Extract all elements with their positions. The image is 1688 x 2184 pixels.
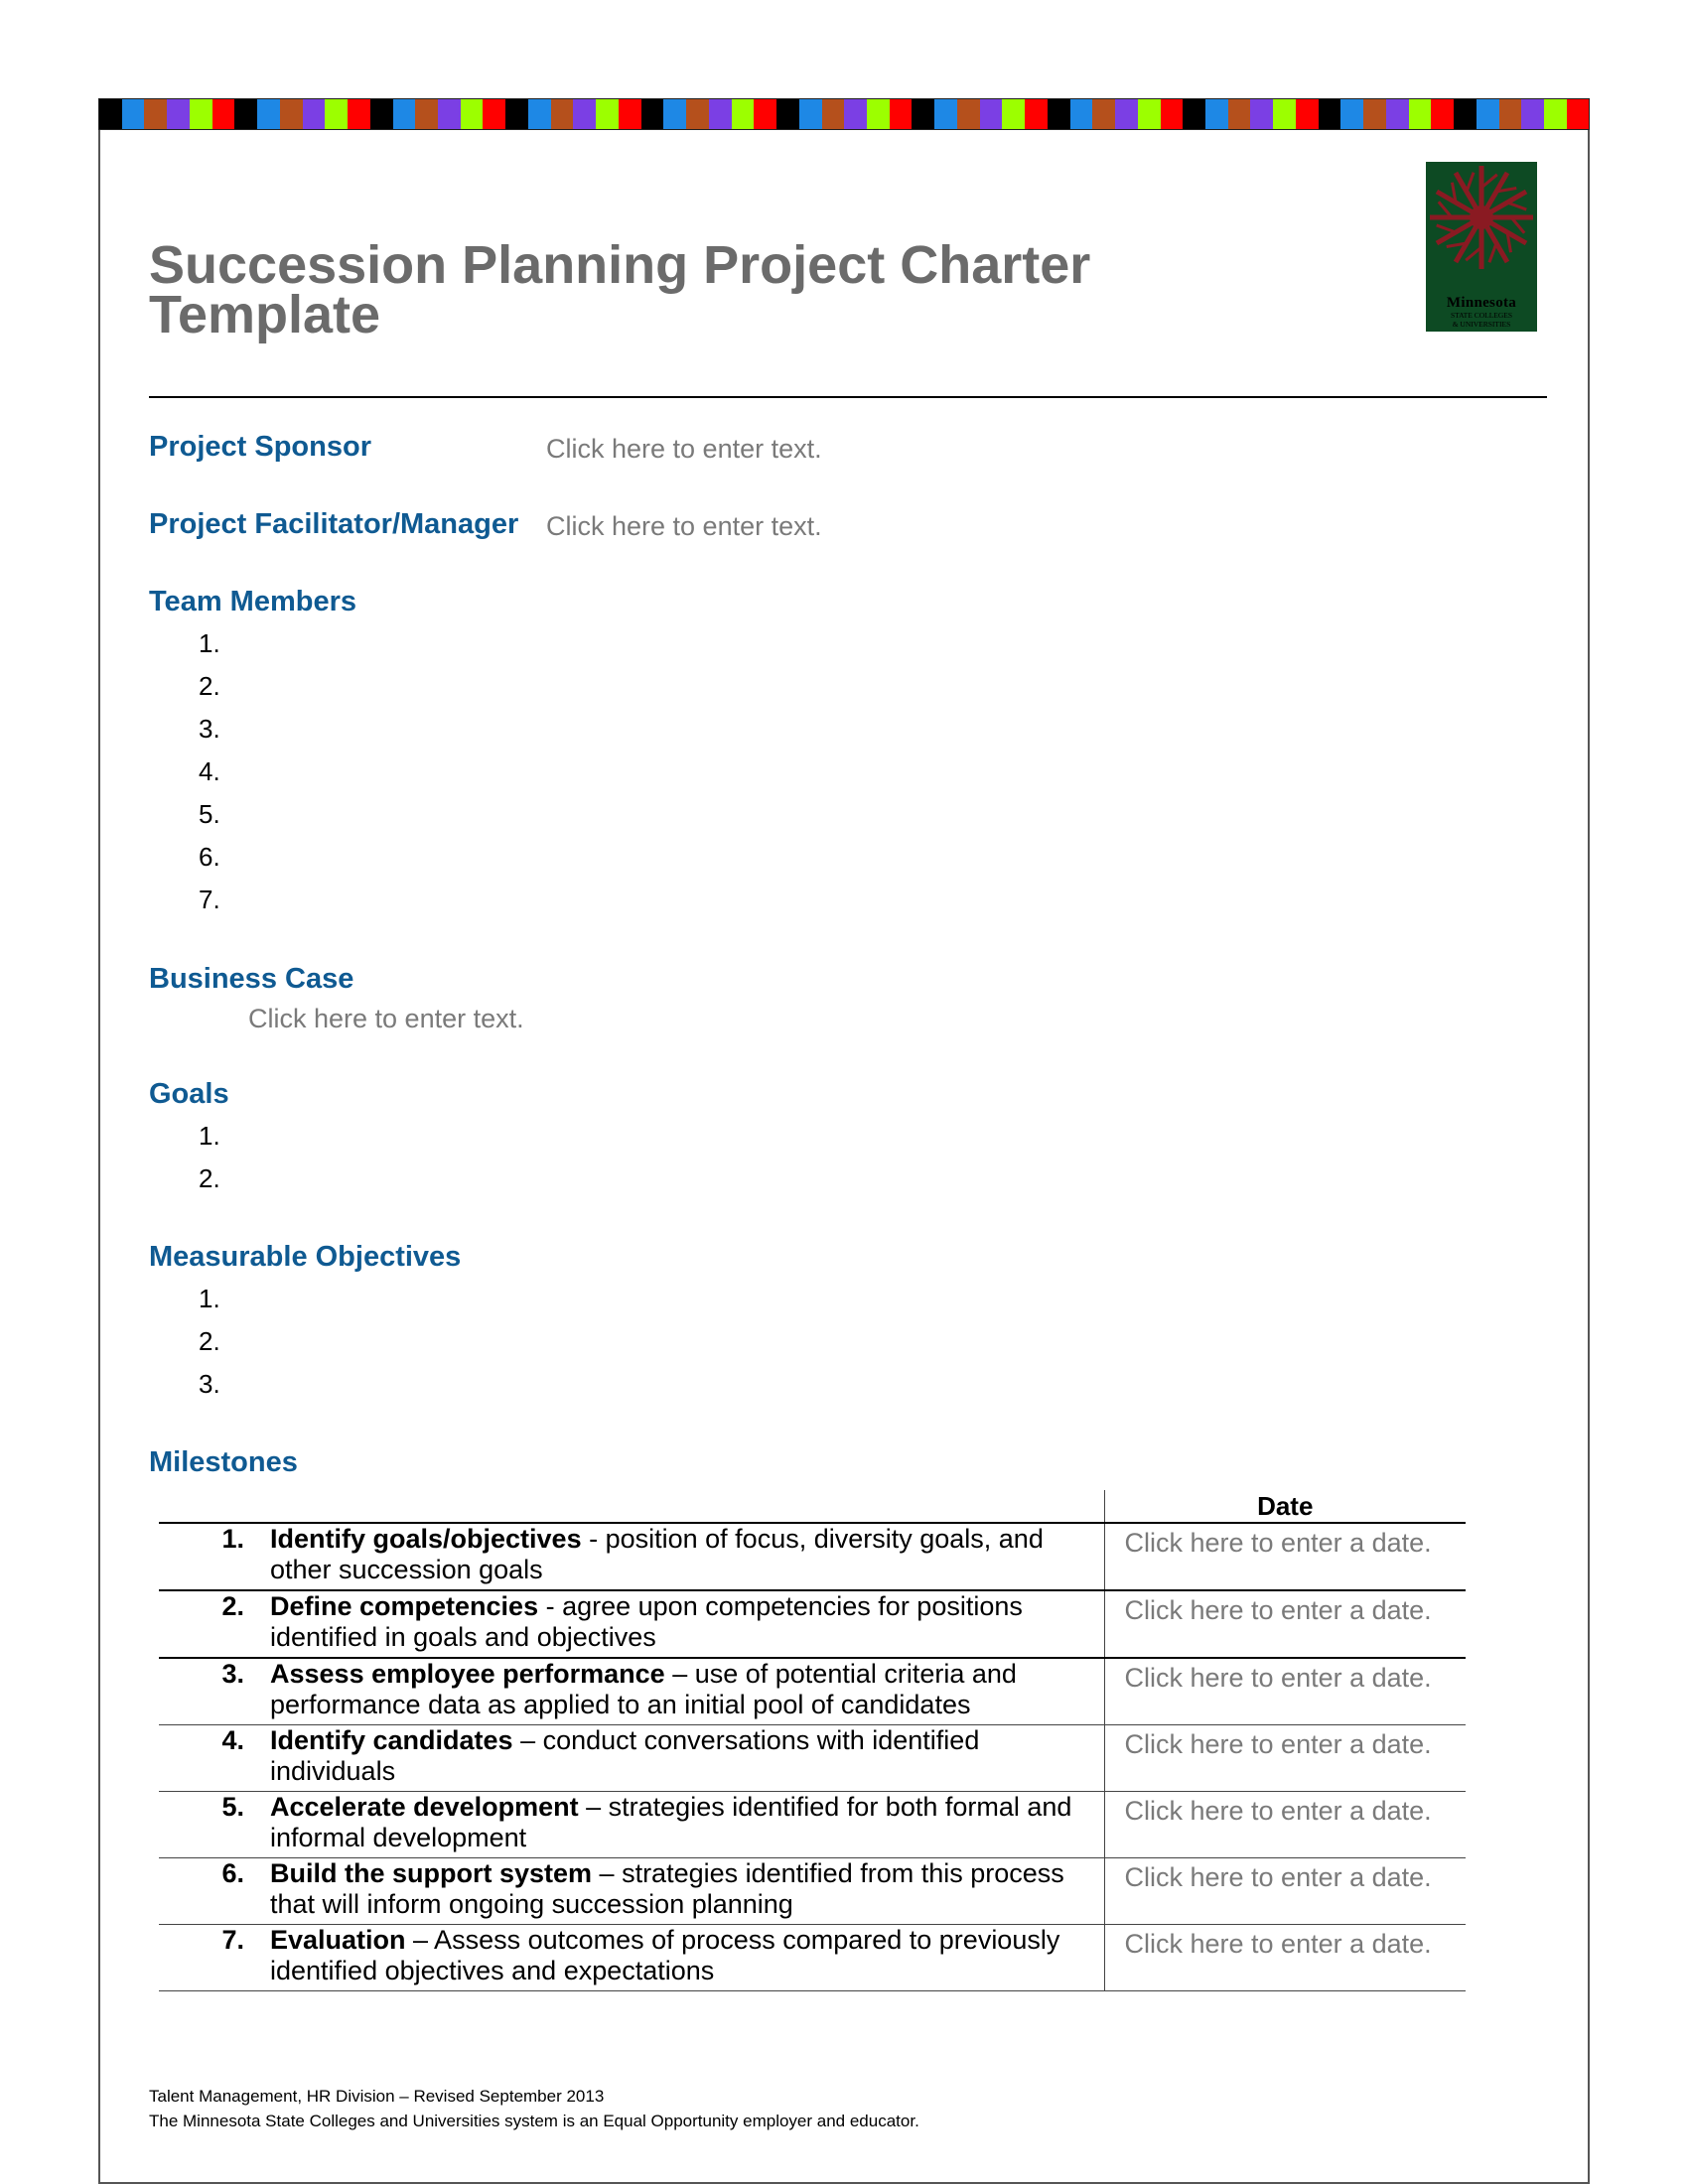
milestone-description: [258, 1523, 1104, 1590]
strip-segment: [1386, 99, 1409, 129]
strip-segment: [212, 99, 235, 129]
strip-segment: [167, 99, 190, 129]
strip-segment: [957, 99, 980, 129]
strip-segment: [1521, 99, 1544, 129]
team-member-item[interactable]: 5.: [199, 799, 220, 829]
milestone-detail: - agree upon competencies for positions identified in goals and objectives: [270, 1591, 1023, 1652]
milestone-header-blank: [159, 1490, 1104, 1523]
strip-segment: [1363, 99, 1386, 129]
strip-segment: [348, 99, 370, 129]
strip-segment: [1092, 99, 1115, 129]
strip-segment: [754, 99, 776, 129]
milestone-detail: - position of focus, diversity goals, and other succession goals: [270, 1524, 1044, 1584]
strip-segment: [1567, 99, 1590, 129]
strip-segment: [980, 99, 1003, 129]
milestone-title: Identify goals/objectives: [270, 1524, 582, 1554]
strip-segment: [1161, 99, 1184, 129]
strip-segment: [528, 99, 551, 129]
strip-segment: [551, 99, 574, 129]
strip-segment: [144, 99, 167, 129]
strip-segment: [325, 99, 348, 129]
strip-segment: [1296, 99, 1319, 129]
milestone-detail: – Assess outcomes of process compared to previously identified objectives and expectations: [270, 1925, 1060, 1985]
strip-segment: [257, 99, 280, 129]
strip-segment: [709, 99, 732, 129]
strip-segment: [1250, 99, 1273, 129]
milestone-number: 5.: [159, 1792, 258, 1858]
strip-segment: [867, 99, 890, 129]
title-divider: [149, 396, 1547, 398]
milestone-date-input[interactable]: Click here to enter a date.: [1104, 1925, 1466, 1991]
title-line-1: Succession Planning Project Charter: [149, 235, 1091, 295]
milestone-detail: – conduct conversations with identified individuals: [270, 1725, 980, 1786]
milestone-detail: – strategies identified from this process that will inform ongoing succession planning: [270, 1858, 1064, 1919]
logo-subtitle-line-1: STATE COLLEGES: [1450, 311, 1513, 320]
strip-segment: [1544, 99, 1567, 129]
milestone-row: [159, 1792, 1466, 1858]
measurable-objectives-list: [199, 1278, 220, 1406]
milestone-title: Assess employee performance: [270, 1659, 665, 1689]
milestone-number: 7.: [159, 1925, 258, 1991]
milestones-header-row: [159, 1490, 1466, 1523]
strip-segment: [1228, 99, 1251, 129]
milestones-table: [159, 1490, 1466, 1991]
milestone-title: Evaluation: [270, 1925, 406, 1955]
strip-segment: [1409, 99, 1432, 129]
milestone-row: [159, 1590, 1466, 1658]
strip-segment: [1070, 99, 1093, 129]
milestone-number: 2.: [159, 1590, 258, 1658]
strip-segment: [732, 99, 755, 129]
strip-segment: [573, 99, 596, 129]
milestone-number: 3.: [159, 1658, 258, 1725]
milestone-title: Identify candidates: [270, 1725, 513, 1755]
document-title: [149, 235, 1142, 344]
strip-segment: [1454, 99, 1477, 129]
team-members-list: [199, 622, 220, 921]
goal-item[interactable]: 2.: [199, 1163, 220, 1193]
strip-segment: [393, 99, 416, 129]
strip-segment: [776, 99, 799, 129]
strip-segment: [280, 99, 303, 129]
milestone-row: [159, 1925, 1466, 1991]
milestone-detail: – strategies identified for both formal and informal development: [270, 1792, 1072, 1852]
star-emblem-icon: [1426, 162, 1537, 281]
milestone-title: Define competencies: [270, 1591, 539, 1621]
strip-segment: [190, 99, 212, 129]
team-member-item[interactable]: 4.: [199, 756, 220, 786]
strip-segment: [1273, 99, 1296, 129]
strip-segment: [1138, 99, 1161, 129]
logo-subtitle-line-2: & UNIVERSITIES: [1452, 319, 1511, 329]
milestone-row: [159, 1858, 1466, 1925]
milestone-date-input[interactable]: Click here to enter a date.: [1104, 1590, 1466, 1658]
strip-segment: [438, 99, 461, 129]
strip-segment: [303, 99, 326, 129]
milestone-description: [258, 1725, 1104, 1792]
milestone-description: [258, 1792, 1104, 1858]
strip-segment: [912, 99, 934, 129]
team-member-item[interactable]: 3.: [199, 714, 220, 744]
milestone-number: 6.: [159, 1858, 258, 1925]
objective-item[interactable]: 2.: [199, 1326, 220, 1356]
milestone-row: [159, 1658, 1466, 1725]
strip-segment: [1499, 99, 1522, 129]
milestone-date-input[interactable]: Click here to enter a date.: [1104, 1658, 1466, 1725]
milestone-date-input[interactable]: Click here to enter a date.: [1104, 1792, 1466, 1858]
milestones-heading: Milestones: [149, 1446, 298, 1478]
team-member-item[interactable]: 2.: [199, 671, 220, 701]
strip-segment: [844, 99, 867, 129]
logo-name: Minnesota: [1446, 295, 1517, 311]
team-members-heading: Team Members: [149, 586, 356, 617]
team-member-item[interactable]: 6.: [199, 842, 220, 872]
milestone-title: Accelerate development: [270, 1792, 579, 1822]
strip-segment: [370, 99, 393, 129]
milestone-date-input[interactable]: Click here to enter a date.: [1104, 1725, 1466, 1792]
goal-item[interactable]: 1.: [199, 1121, 220, 1151]
goals-list: [199, 1115, 220, 1200]
strip-segment: [461, 99, 484, 129]
goals-heading: Goals: [149, 1078, 229, 1110]
milestone-date-input[interactable]: Click here to enter a date.: [1104, 1523, 1466, 1590]
title-line-2: Template: [149, 285, 381, 344]
strip-segment: [1431, 99, 1454, 129]
milestone-row: [159, 1725, 1466, 1792]
footer-eeo-statement: The Minnesota State Colleges and Universities system is an Equal Opportunity employer and educator.: [149, 2112, 919, 2130]
milestone-description: [258, 1858, 1104, 1925]
date-column-header: Date: [1104, 1490, 1466, 1523]
color-strip-banner: [98, 98, 1590, 130]
team-member-item[interactable]: 1.: [199, 628, 220, 658]
strip-segment: [619, 99, 641, 129]
logo-subtitle: [1426, 312, 1537, 329]
strip-segment: [99, 99, 122, 129]
strip-segment: [234, 99, 257, 129]
strip-segment: [1002, 99, 1025, 129]
business-case-heading: Business Case: [149, 963, 354, 995]
strip-segment: [122, 99, 145, 129]
minnesota-state-logo: [1426, 162, 1537, 332]
strip-segment: [1025, 99, 1048, 129]
strip-segment: [799, 99, 822, 129]
project-facilitator-input[interactable]: Click here to enter text.: [546, 511, 822, 541]
strip-segment: [483, 99, 505, 129]
project-sponsor-label: Project Sponsor: [149, 431, 371, 463]
strip-segment: [641, 99, 664, 129]
team-member-item[interactable]: 7.: [199, 885, 220, 914]
milestone-row: [159, 1523, 1466, 1590]
strip-segment: [663, 99, 686, 129]
milestone-title: Build the support system: [270, 1858, 593, 1888]
strip-segment: [822, 99, 845, 129]
strip-segment: [1319, 99, 1341, 129]
business-case-input[interactable]: Click here to enter text.: [248, 1004, 524, 1033]
strip-segment: [505, 99, 528, 129]
project-facilitator-label: Project Facilitator/Manager: [149, 508, 519, 540]
strip-segment: [1205, 99, 1228, 129]
milestone-date-input[interactable]: Click here to enter a date.: [1104, 1858, 1466, 1925]
strip-segment: [1183, 99, 1205, 129]
milestone-detail: – use of potential criteria and performance data as applied to an initial pool of candidates: [270, 1659, 1017, 1719]
strip-segment: [1477, 99, 1499, 129]
strip-segment: [934, 99, 957, 129]
strip-segment: [596, 99, 619, 129]
strip-segment: [1115, 99, 1138, 129]
milestone-number: 4.: [159, 1725, 258, 1792]
strip-segment: [1340, 99, 1363, 129]
footer-revision: Talent Management, HR Division – Revised September 2013: [149, 2087, 605, 2106]
milestone-description: [258, 1590, 1104, 1658]
project-sponsor-input[interactable]: Click here to enter text.: [546, 434, 822, 464]
objective-item[interactable]: 3.: [199, 1369, 220, 1399]
strip-segment: [415, 99, 438, 129]
milestone-description: [258, 1658, 1104, 1725]
milestone-description: [258, 1925, 1104, 1991]
strip-segment: [1048, 99, 1070, 129]
strip-segment: [686, 99, 709, 129]
strip-segment: [890, 99, 913, 129]
milestone-number: 1.: [159, 1523, 258, 1590]
measurable-objectives-heading: Measurable Objectives: [149, 1241, 462, 1273]
objective-item[interactable]: 1.: [199, 1284, 220, 1313]
